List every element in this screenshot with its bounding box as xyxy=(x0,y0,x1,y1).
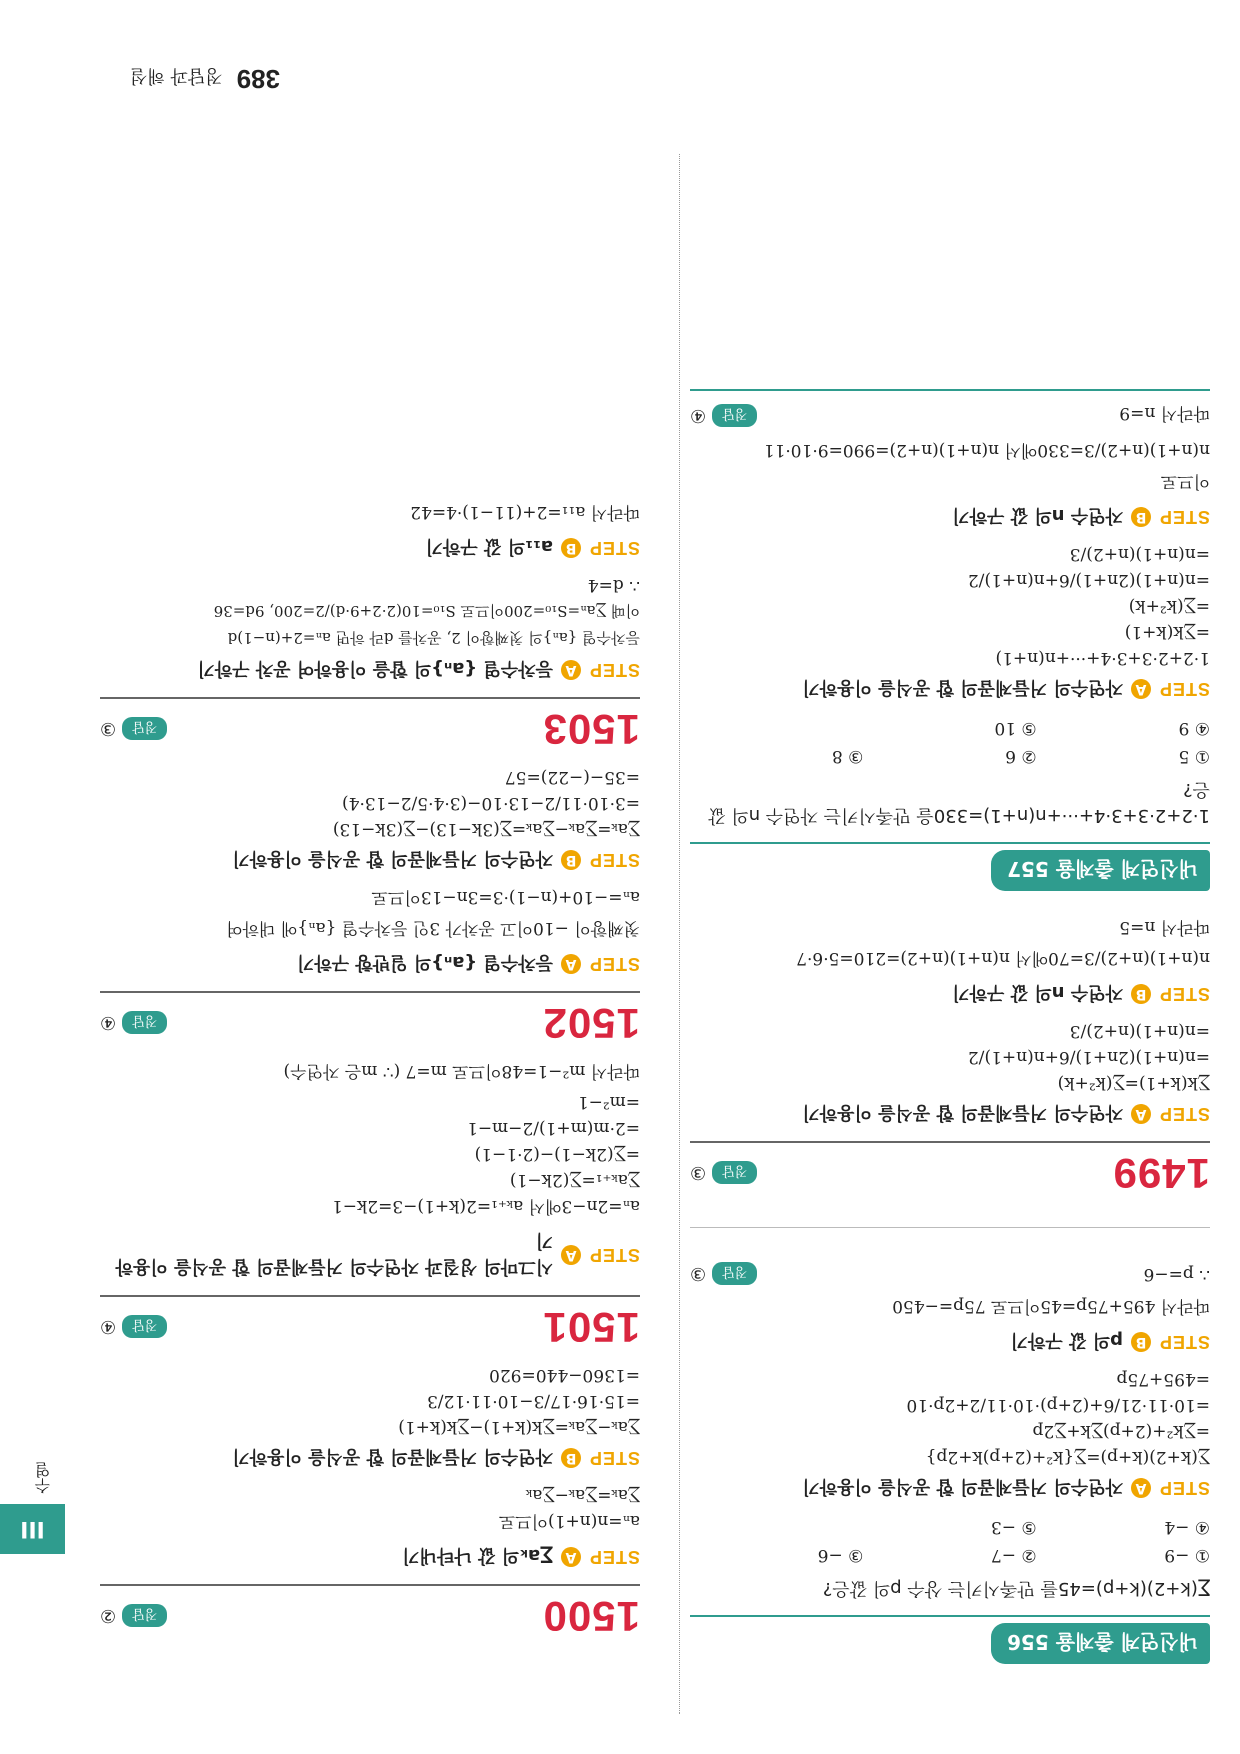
page-number: 389 xyxy=(236,64,280,94)
step-a xyxy=(690,1475,1210,1501)
badge-556: 내신연계 출제율 556 xyxy=(991,1623,1210,1664)
problem-1500-header xyxy=(100,1584,640,1640)
choice: ② 6 xyxy=(1005,746,1037,766)
badge-rule xyxy=(690,842,1210,844)
step-circle: A xyxy=(561,954,581,974)
problem-1501-header xyxy=(100,1295,640,1351)
step-label: a₁₁의 값 구하기 xyxy=(425,536,553,557)
solution-line: 따라서 495+75p=45이므로 75p=−450 xyxy=(892,1296,1210,1316)
problem-number: 1503 xyxy=(542,706,640,753)
step-b xyxy=(100,535,640,561)
step-label: ∑aₖ의 값 나타내기 xyxy=(402,1545,553,1566)
solution-line: aₙ=n(n+1)이므로 xyxy=(498,1511,640,1531)
solution-line: =∑(2k−1)−(2·1−1) xyxy=(474,1144,640,1164)
answer-tag: 정답 xyxy=(122,1012,167,1035)
solution-line: =∑k²+(2+p)∑k+∑2p xyxy=(1032,1421,1210,1441)
answer-1502 xyxy=(100,1012,167,1035)
step-circle: A xyxy=(561,1547,581,1567)
step-b xyxy=(690,981,1210,1007)
step-circle: B xyxy=(1131,984,1151,1004)
step-word: STEP xyxy=(588,538,640,559)
solution-line: =n(n+1)(n+2)/3 xyxy=(1069,544,1210,564)
step-label: 자연수의 거듭제곱의 합 공식을 이용하기 xyxy=(802,1102,1123,1123)
choice: ⑤ −3 xyxy=(990,1517,1037,1537)
solution-line: =1360−440=920 xyxy=(489,1365,640,1385)
solution-line: ∑aₖ=∑aₖ−∑aₖ=∑(3k−13)−∑(3k−13) xyxy=(332,819,640,839)
solution-line: aₙ=2n−3에서 aₖ₊₁=2(k+1)−3=2k−1 xyxy=(331,1196,640,1216)
answer-value: ④ xyxy=(100,1012,117,1034)
solution-line: =n(n+1)(2n+1)/6+n(n+1)/2 xyxy=(967,570,1210,590)
solution-line: n(n+1)(n+2)/3=70에서 n(n+1)(n+2)=210=5·6·7 xyxy=(796,948,1210,968)
step-a xyxy=(100,1544,640,1570)
choices-557 xyxy=(690,718,1210,766)
step-b xyxy=(690,1329,1210,1355)
problem-1499-header xyxy=(690,1141,1210,1197)
solution-line: =n(n+1)(2n+1)/6+n(n+1)/2 xyxy=(967,1047,1210,1067)
solution-line: 따라서 m²−1=48이므로 m=7 (∵ m은 자연수) xyxy=(283,1061,640,1081)
choice: ⑤ 10 xyxy=(994,718,1037,738)
answer-value: ③ xyxy=(690,1263,707,1285)
answer-tag: 정답 xyxy=(122,718,167,741)
step-label: 자연수의 거듭제곱의 합 공식을 이용하기 xyxy=(232,1446,553,1467)
step-circle: B xyxy=(561,538,581,558)
solution-line: 첫째항이 −10이고 공차가 3인 등차수열 {aₙ}에 대하여 xyxy=(226,918,640,938)
answer-1500 xyxy=(100,1605,167,1628)
solution-line: =∑k(k+1) xyxy=(1124,622,1210,642)
solution-line: 따라서 a₁₁=2+(11−1)·4=42 xyxy=(410,502,640,522)
step-label: 자연수의 거듭제곱의 합 공식을 이용하기 xyxy=(802,677,1123,698)
step-word: STEP xyxy=(1158,679,1210,700)
choices-556 xyxy=(690,1517,1210,1565)
answer-tag: 정답 xyxy=(712,1162,757,1185)
solution-line: ∑aₖ₊₁=∑(2k−1) xyxy=(509,1170,640,1190)
answer-1501 xyxy=(100,1316,167,1339)
solution-line: ∴ p=−6 xyxy=(1143,1264,1210,1284)
solution-line: =3·10·11/2−13·10−(3·4·5/2−13·4) xyxy=(342,793,640,813)
answer-value: ④ xyxy=(690,405,707,426)
solution-line: ∑(k+2)(k+p)=∑{k²+(2+p)k+2p} xyxy=(925,1447,1210,1467)
choice: ④ −4 xyxy=(1164,1517,1210,1537)
question-556: ∑(k+2)(k+p)=45를 만족시키는 상수 p의 값은? xyxy=(822,1578,1210,1599)
step-word: STEP xyxy=(1158,984,1210,1005)
step-word: STEP xyxy=(1158,1478,1210,1499)
answer-value: ③ xyxy=(690,1162,707,1184)
step-a xyxy=(690,1101,1210,1127)
step-a xyxy=(100,951,640,977)
step-label: 등차수열 {aₙ}의 일반항 구하기 xyxy=(296,952,553,973)
step-word: STEP xyxy=(588,1245,640,1266)
step-circle: A xyxy=(1131,679,1151,699)
page-header xyxy=(50,63,280,94)
step-label: 시그마의 성질과 자연수의 거듭제곱의 합 공식을 이용하기 xyxy=(115,1230,554,1277)
column-left xyxy=(690,377,1210,1664)
answer-1499 xyxy=(690,1162,757,1185)
step-circle: A xyxy=(1131,1478,1151,1498)
solution-line: =10·11·21/6+(2+p)·10·11/2+2p·10 xyxy=(906,1395,1210,1415)
step-word: STEP xyxy=(1158,1104,1210,1125)
choice: ② −7 xyxy=(990,1545,1037,1565)
step-circle: A xyxy=(561,1245,581,1265)
step-word: STEP xyxy=(588,1448,640,1469)
problem-1502-header xyxy=(100,991,640,1047)
step-circle: B xyxy=(561,850,581,870)
step-a xyxy=(100,657,640,683)
solution-line: 등차수열 {aₙ}의 첫째항이 2, 공차를 d라 하면 aₙ=2+(n−1)d xyxy=(227,629,640,647)
chapter-label: 수열 xyxy=(34,1462,53,1494)
problem-number: 1499 xyxy=(1112,1150,1210,1197)
problem-number: 1501 xyxy=(542,1304,640,1351)
step-b xyxy=(100,1445,640,1471)
step-label: 자연수의 거듭제곱의 합 공식을 이용하기 xyxy=(802,1476,1123,1497)
column-right xyxy=(100,496,640,1654)
answer-tag: 정답 xyxy=(712,404,757,427)
answer-556 xyxy=(690,1258,757,1290)
step-word: STEP xyxy=(588,954,640,975)
choice: ① −9 xyxy=(1164,1545,1210,1565)
header-title: 정답과 해설 xyxy=(129,65,223,86)
step-word: STEP xyxy=(588,1547,640,1568)
solution-line: n(n+1)(n+2)/3=330에서 n(n+1)(n+2)=990=9·10·11 xyxy=(763,440,1210,460)
step-label: p의 값 구하기 xyxy=(1010,1330,1123,1351)
solution-line: 이때 ∑aₙ=S₁₀=200이므로 S₁₀=10(2·2+9·d)/2=200, 9d=36 xyxy=(213,602,640,620)
answer-tag: 정답 xyxy=(712,1263,757,1286)
step-label: 자연수의 거듭제곱의 합 공식을 이용하기 xyxy=(232,848,553,869)
step-label: 자연수 n의 값 구하기 xyxy=(952,982,1123,1003)
choice: ③ −6 xyxy=(817,1545,864,1565)
choice: ③ 8 xyxy=(831,746,864,766)
choice: ④ 9 xyxy=(1178,718,1210,738)
answer-tag: 정답 xyxy=(122,1316,167,1339)
choice: ① 5 xyxy=(1178,746,1210,766)
step-circle: B xyxy=(1131,507,1151,527)
solution-line: ∑aₖ−∑aₖ=∑k(k+1)−∑k(k+1) xyxy=(398,1417,640,1437)
question-557: 1·2+2·3+3·4+···+n(n+1)=330을 만족시키는 자연수 n의 값은? xyxy=(708,779,1210,826)
solution-line: ∑k(k+1)=∑(k²+k) xyxy=(1057,1073,1210,1093)
step-circle: B xyxy=(561,1448,581,1468)
step-word: STEP xyxy=(1158,1332,1210,1353)
step-b xyxy=(690,504,1210,530)
solution-line: =495+75p xyxy=(1116,1369,1210,1389)
chapter-tab: III xyxy=(0,1504,65,1554)
solution-line: 따라서 n=5 xyxy=(1119,917,1210,937)
separator xyxy=(690,1227,1210,1228)
step-word: STEP xyxy=(588,850,640,871)
answer-value: ③ xyxy=(100,718,117,740)
step-circle: A xyxy=(1131,1104,1151,1124)
answer-1503 xyxy=(100,718,167,741)
step-label: 자연수 n의 값 구하기 xyxy=(952,505,1123,526)
section-rule xyxy=(690,389,1210,391)
step-word: STEP xyxy=(1158,507,1210,528)
column-divider xyxy=(679,154,680,1714)
answer-557 xyxy=(690,397,757,434)
answer-value: ④ xyxy=(100,1316,117,1338)
step-a xyxy=(100,1229,640,1281)
step-circle: A xyxy=(561,660,581,680)
solution-line: =35−(−22)=57 xyxy=(504,767,640,787)
solution-line: =∑(k²+k) xyxy=(1128,596,1210,616)
solution-line: 따라서 n=9 xyxy=(1119,403,1210,423)
step-a xyxy=(690,676,1210,702)
step-word: STEP xyxy=(588,660,640,681)
problem-1503-header xyxy=(100,697,640,753)
answer-value: ② xyxy=(100,1605,117,1627)
badge-rule xyxy=(690,1615,1210,1617)
solution-line: 1·2+2·3+3·4+···+n(n+1) xyxy=(995,648,1210,668)
solution-line: ∑aₖ=∑aₖ−∑aₖ xyxy=(526,1485,640,1505)
problem-number: 1500 xyxy=(542,1593,640,1640)
solution-line: =n(n+1)(n+2)/3 xyxy=(1069,1021,1210,1041)
solution-line: =15·16·17/3−10·11·12/3 xyxy=(427,1391,640,1411)
solution-line: ∴ d=4 xyxy=(587,575,640,595)
step-b xyxy=(100,847,640,873)
solution-line: =2·m(m+1)/2−m−1 xyxy=(467,1118,640,1138)
solution-line: =m²−1 xyxy=(577,1092,640,1112)
problem-number: 1502 xyxy=(542,1000,640,1047)
solution-line: aₙ=−10+(n−1)·3=3n−13이므로 xyxy=(371,887,640,907)
badge-557: 내신연계 출제율 557 xyxy=(991,850,1210,891)
answer-tag: 정답 xyxy=(122,1605,167,1628)
step-label: 등차수열 {aₙ}의 합을 이용하여 공차 구하기 xyxy=(197,658,553,679)
solution-line: 이므로 xyxy=(1160,471,1210,491)
step-circle: B xyxy=(1131,1332,1151,1352)
